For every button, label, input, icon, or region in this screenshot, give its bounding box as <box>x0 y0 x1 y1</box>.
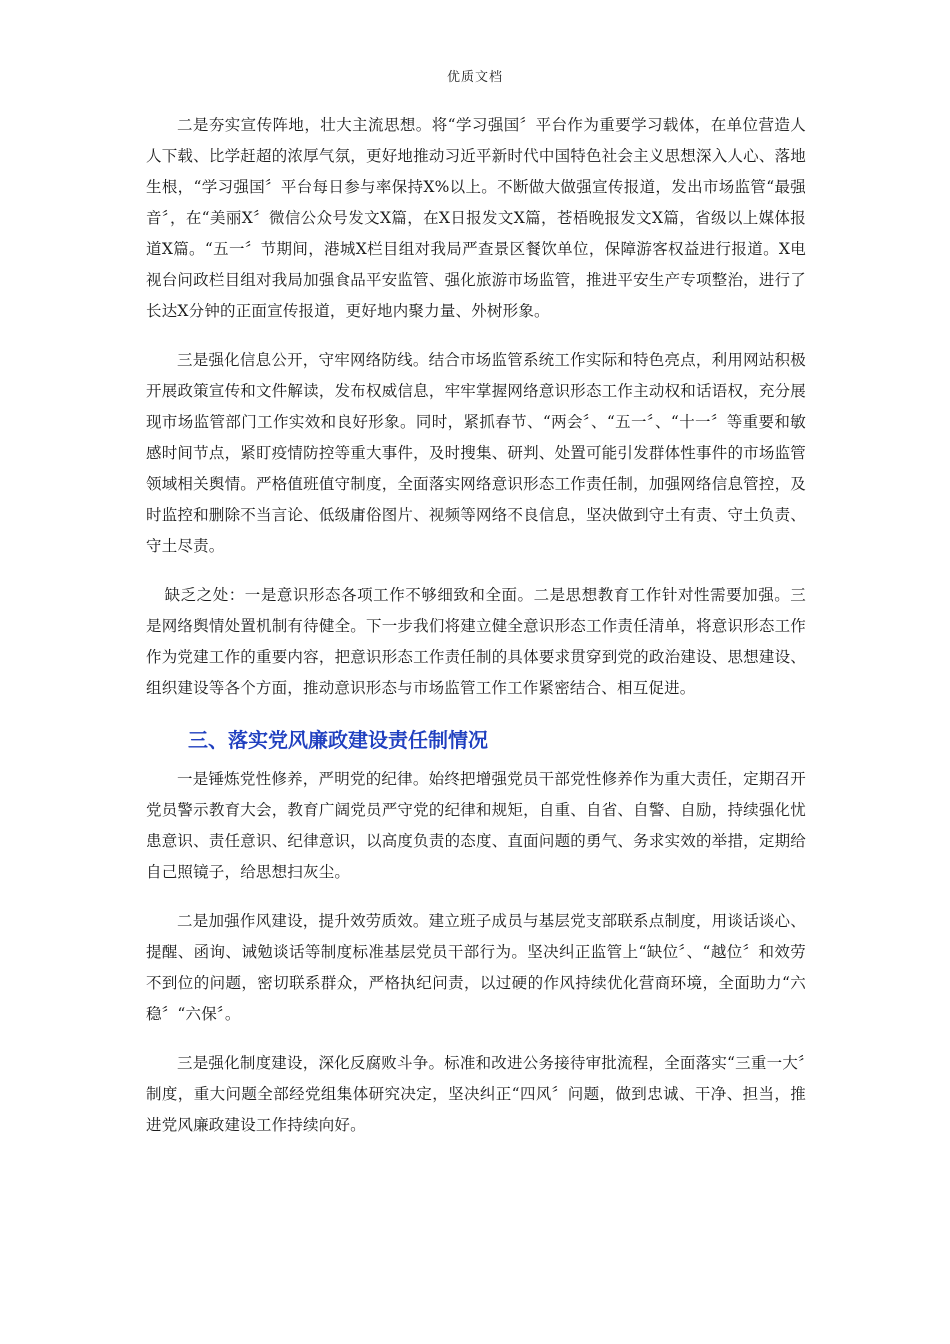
section-heading: 三、落实党风廉政建设责任制情况 <box>188 728 488 752</box>
document-body <box>146 110 806 1159</box>
paragraph-system-building: 三是强化制度建设，深化反腐败斗争。标准和改进公务接待审批流程，全面落实“三重一大〞制度，重大问题全部经党组集体研究决定，坚决纠正“四风〞问题，做到忠诚、干净、担当，推进党风廉政建设工作持续向好。 <box>146 1054 806 1134</box>
page-header: 优质文档 <box>446 70 503 85</box>
paragraph-information-disclosure: 三是强化信息公开，守牢网络防线。结合市场监管系统工作实际和特色亮点，利用网站积极开展政策宣传和文件解读，发布权威信息，牢牢掌握网络意识形态工作主动权和话语权，充分展现市场监管部门工作实效和良好形象。同时，紧抓春节、“两会〞、“五一〞、“十一〞等重要和敏感时间节点，紧盯疫情防控等重大事件，及时搜集、研判、处置可能引发群体性事件的市场监管领域相关舆情。严格值班值守制度，全面落实网络意识形态工作责任制，加强网络信息管控，及时监控和删除不当言论、低级庸俗图片、视频等网络不良信息，坚决做到守土有责、守土负责、守土尽责。 <box>146 351 806 555</box>
paragraph-shortcomings: 缺乏之处：一是意识形态各项工作不够细致和全面。二是思想教育工作针对性需要加强。三是网络舆情处置机制有待健全。下一步我们将建立健全意识形态工作责任清单，将意识形态工作作为党建工作的重要内容，把意识形态工作责任制的具体要求贯穿到党的政治建设、思想建设、组织建设等各个方面，推动意识形态与市场监管工作工作紧密结合、相互促进。 <box>146 586 806 697</box>
paragraph-propaganda: 二是夯实宣传阵地，壮大主流思想。将“学习强国〞平台作为重要学习载体，在单位营造人人下载、比学赶超的浓厚气氛，更好地推动习近平新时代中国特色社会主义思想深入人心、落地生根，“学习强国〞平台每日参与率保持X%以上。不断做大做强宣传报道，发出市场监管“最强音〞，在“美丽X〞微信公众号发文X篇，在X日报发文X篇，苍梧晚报发文X篇，省级以上媒体报道X篇。“五一〞节期间，港城X栏目组对我局严查景区餐饮单位，保障游客权益进行报道。X电视台问政栏目组对我局加强食品平安监管、强化旅游市场监管，推进平安生产专项整治，进行了长达X分钟的正面宣传报道，更好地内聚力量、外树形象。 <box>146 116 806 320</box>
paragraph-work-style: 二是加强作风建设，提升效劳质效。建立班子成员与基层党支部联系点制度，用谈话谈心、提醒、函询、诫勉谈话等制度标准基层党员干部行为。坚决纠正监管上“缺位〞、“越位〞和效劳不到位的问题，密切联系群众，严格执纪问责，以过硬的作风持续优化营商环境，全面助力“六稳〞“六保〞。 <box>146 912 806 1023</box>
paragraph-party-discipline: 一是锤炼党性修养，严明党的纪律。始终把增强党员干部党性修养作为重大责任，定期召开党员警示教育大会，教育广阔党员严守党的纪律和规矩，自重、自省、自警、自励，持续强化忧患意识、责任意识、纪律意识，以高度负责的态度、直面问题的勇气、务求实效的举措，定期给自己照镜子，给思想扫灰尘。 <box>146 770 806 881</box>
